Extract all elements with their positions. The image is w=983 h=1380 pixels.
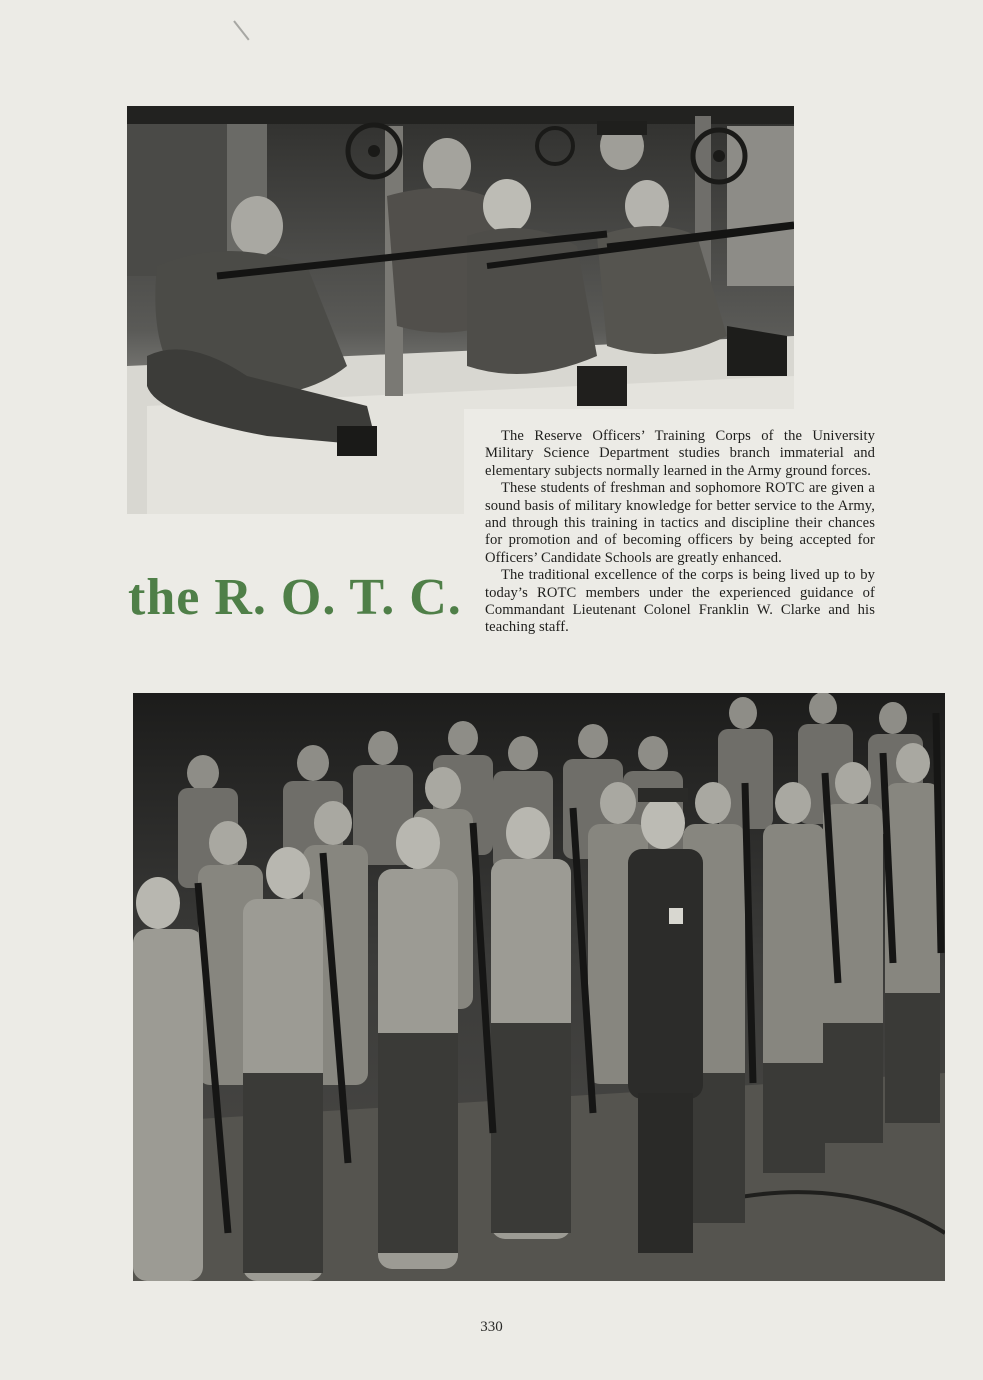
paragraph-1: The Reserve Officers’ Training Corps of the University Military Science Department studies branch immaterial and elementary subjects normally learned in the Army ground forces. [485, 428, 875, 479]
paragraph-2: These students of freshman and sophomore ROTC are given a sound basis of military knowledge for better service to the Army, and through this training in tactics and discipline their chances for promotion and of becoming officers by being accepted for Officers’ Candidate Schools are greatly enhanced. [485, 480, 875, 566]
paragraph-3: The traditional excellence of the corps is being lived up to by today’s ROTC members under the experienced guidance of Commandant Lieutenant Colonel Franklin W. Clarke and his teaching staff. [485, 567, 875, 636]
page-number: 330 [480, 1319, 503, 1335]
pencil-mark [233, 20, 249, 40]
page-title: the R. O. T. C. [128, 569, 462, 626]
inspection-formation-photo [133, 693, 945, 1281]
article-text [485, 428, 875, 637]
